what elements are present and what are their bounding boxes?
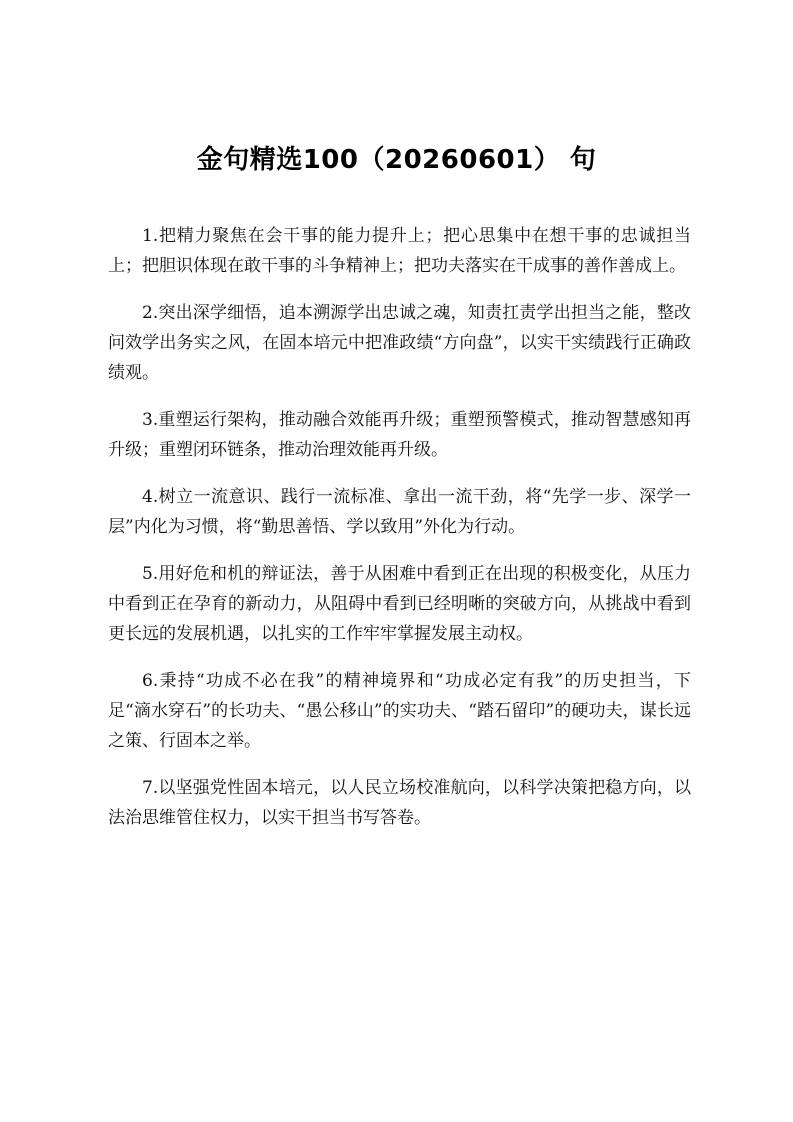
paragraph-3: 3.重塑运行架构，推动融合效能再升级；重塑预警模式，推动智慧感知再升级；重塑闭环链条，推动治理效能再升级。 bbox=[108, 410, 691, 460]
paragraph-6: 6.秉持“功成不必在我”的精神境界和“功成必定有我”的历史担当，下足“滴水穿石”的长功夫、“愚公移山”的实功夫、“踏石留印”的硬功夫，谋长远之策、行固本之举。 bbox=[108, 671, 691, 751]
paragraph-4: 4.树立一流意识、践行一流标准、拿出一流干劲，将“先学一步、深学一层”内化为习惯，将“勤思善悟、学以致用”外化为行动。 bbox=[108, 487, 691, 537]
paragraph-7: 7.以坚强党性固本培元，以人民立场校准航向，以科学决策把稳方向，以法治思维管住权力，以实干担当书写答卷。 bbox=[108, 778, 691, 828]
document-title: 金句精选100（20260601） 句 bbox=[196, 145, 597, 175]
paragraph-5: 5.用好危和机的辩证法，善于从困难中看到正在出现的积极变化，从压力中看到正在孕育的新动力，从阻碍中看到已经明晰的突破方向，从挑战中看到更长远的发展机遇，以扎实的工作牢牢掌握发展主动权。 bbox=[108, 564, 691, 644]
paragraph-2: 2.突出深学细悟，追本溯源学出忠诚之魂，知责扛责学出担当之能，整改问效学出务实之风，在固本培元中把准政绩“方向盘”，以实干实绩践行正确政绩观。 bbox=[108, 303, 691, 383]
document-body bbox=[108, 221, 691, 850]
paragraph-1: 1.把精力聚焦在会干事的能力提升上；把心思集中在想干事的忠诚担当上；把胆识体现在敢干事的斗争精神上；把功夫落实在干成事的善作善成上。 bbox=[108, 226, 691, 276]
